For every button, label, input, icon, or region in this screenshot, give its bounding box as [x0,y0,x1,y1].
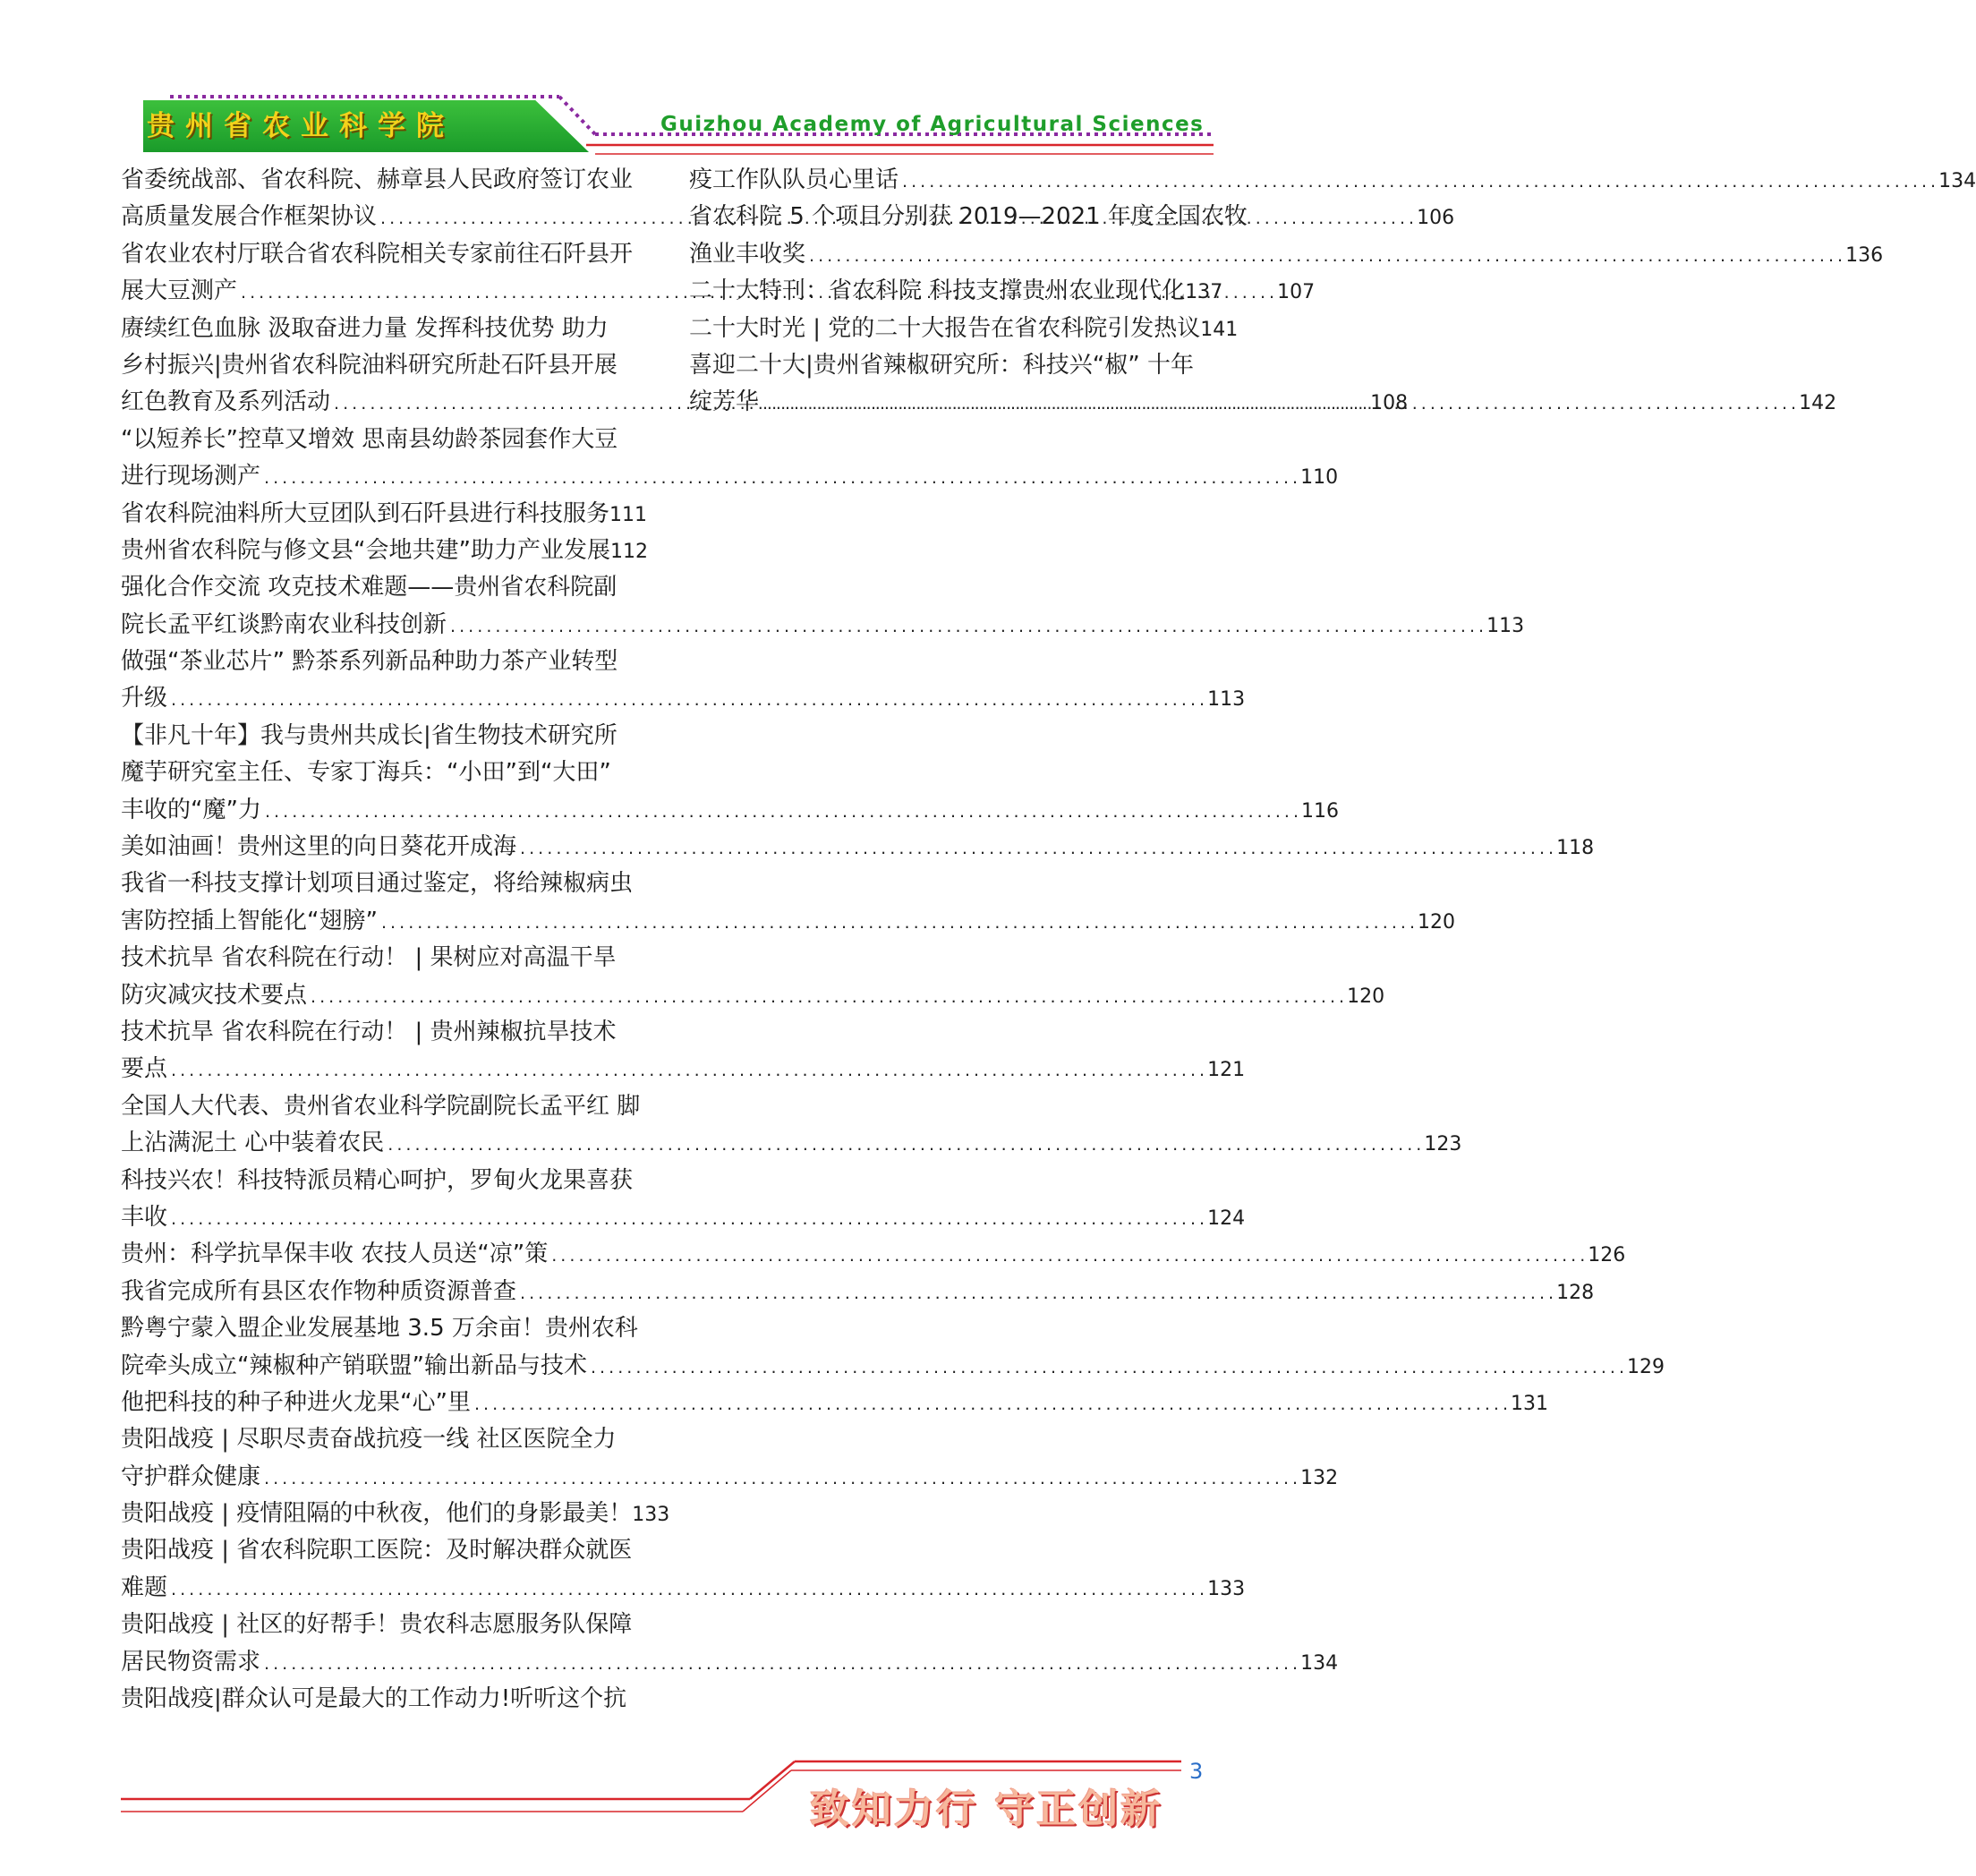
toc-line [121,1163,640,1199]
toc-line [121,1051,1246,1087]
toc-entry-text: 【非凡十年】我与贵州共成长|省生物技术研究所 [121,721,618,749]
toc-entry-text: 他把科技的种子种进火龙果“心”里 [121,1388,471,1416]
toc-page-number: 113 [1207,688,1246,712]
toc-page-number: 107 [1277,281,1316,304]
toc-entry-text: 二十大特刊：省农科院 科技支撑贵州农业现代化 [689,277,1186,305]
toc-page-number: 111 [609,503,648,526]
toc-entry-text: 科技兴农！科技特派员精心呵护，罗甸火龙果喜获 [121,1166,634,1194]
toc-entry-text: 贵州省农科院与修文县“会地共建”助力产业发展 [121,536,610,564]
toc-dot-leader [809,238,1842,275]
toc-line [121,718,640,755]
toc-dot-leader [520,831,1553,867]
toc-line [121,1014,640,1051]
toc-page-number: 128 [1556,1281,1595,1304]
footer-motto: 致知力行 守正创新 [810,1786,1163,1832]
toc-page-number: 136 [1845,243,1884,267]
toc-page-number: 141 [1200,318,1239,341]
toc-entry-text: 省农业农村厅联合省农科院相关专家前往石阡县开 [121,240,634,268]
toc-entry-text: 贵阳战疫|群众认可是最大的工作动力!听听这个抗 [121,1685,627,1713]
toc-line [121,1088,640,1125]
toc-line [689,236,1884,273]
toc-entry-text: 魔芋研究室主任、专家丁海兵：“小田”到“大田” [121,759,611,787]
toc-page-number: 116 [1301,799,1340,823]
toc-dot-leader [171,1053,1204,1089]
toc-entry-text: 防灾减灾技术要点 [121,981,308,1009]
toc-dot-leader [591,1350,1623,1386]
toc-entry-text: 绽芳华 [689,388,760,416]
toc-entry-text: 省委统战部、省农科院、赫章县人民政府签订农业 [121,166,634,193]
toc-line [689,347,1244,384]
toc-entry-text: 赓续红色血脉 汲取奋进力量 发挥科技优势 助力 [121,314,609,342]
toc-line [121,162,640,199]
toc-entry-text: 渔业丰收奖 [689,240,806,268]
toc-dot-leader [264,1461,1297,1497]
toc-line [121,940,640,976]
toc-line [689,273,1244,310]
toc-entry-text: 贵阳战疫 | 社区的好帮手！贵农科志愿服务队保障 [121,1611,633,1639]
toc-entry-text: 居民物资需求 [121,1648,261,1676]
toc-entry-text: 进行现场测产 [121,463,261,490]
toc-entry-text: 全国人大代表、贵州省农业科学院副院长孟平红 脚 [121,1092,641,1120]
toc-page-number: 137 [1185,281,1223,304]
toc-entry-text: 贵州：科学抗旱保丰收 农技人员送“凉”策 [121,1241,549,1268]
toc-entry-text: 贵阳战疫 | 省农科院职工医院：及时解决群众就医 [121,1537,633,1565]
toc-dot-leader [388,1127,1420,1164]
toc-page-number: 120 [1347,985,1385,1008]
toc-entry-text: 丰收的“魔”力 [121,796,261,823]
toc-line [121,977,1385,1014]
toc-entry-text: 疫工作队队员心里话 [689,166,899,193]
toc-page-number: 129 [1627,1355,1665,1378]
header-title-cn: 贵州省农业科学院 [147,110,455,142]
toc-line [121,1310,640,1347]
toc-page-number: 120 [1418,910,1456,934]
toc-entry-text: 省农科院 5 个项目分别获 2019—2021 年度全国农牧 [689,203,1248,231]
toc-page-number: 106 [1417,207,1455,230]
toc-line [121,1644,1339,1681]
toc-entry-text: 丰收 [121,1203,168,1231]
toc-page-number: 108 [1370,392,1409,415]
toc-entry-text: 黔粤宁蒙入盟企业发展基地 3.5 万余亩！贵州农科 [121,1315,638,1343]
toc-page-number: 134 [1938,170,1976,192]
toc-line [689,162,1976,199]
toc-line [121,829,1595,866]
toc-dot-leader [551,1238,1584,1275]
toc-dot-leader [265,794,1298,831]
toc-dot-leader [171,1572,1204,1608]
toc-line [121,1681,640,1718]
toc-line [121,1607,640,1643]
toc-line [121,866,640,902]
toc-page-number: 112 [609,540,648,563]
toc-dot-leader [264,460,1297,497]
toc-line [121,1385,1549,1421]
toc-line [121,569,640,606]
toc-line [121,1459,1339,1496]
toc-line [121,755,640,791]
toc-dot-leader [474,1386,1507,1423]
toc-entry-text: 喜迎二十大|贵州省辣椒研究所：科技兴“椒” 十年 [689,351,1194,379]
toc-line [121,644,640,680]
header-title-en: Guizhou Academy of Agricultural Sciences [660,113,1205,136]
toc-page-number: 126 [1588,1244,1626,1267]
toc-line [121,1570,1246,1607]
toc-page-number: 133 [1207,1577,1246,1600]
toc-entry-text: 技术抗旱 省农科院在行动！ | 贵州辣椒抗旱技术 [121,1018,617,1045]
toc-entry-text: 贵阳战疫 | 疫情阻隔的中秋夜，他们的身影最美！ [121,1500,633,1528]
toc-entry-text: 美如油画！贵州这里的向日葵花开成海 [121,833,517,861]
toc-line [689,199,1248,235]
toc-page-number: 142 [1799,392,1837,415]
page-header [0,0,1325,170]
toc-dot-leader [520,1275,1553,1312]
toc-line [689,311,1244,347]
toc-page-number: 131 [1511,1392,1549,1415]
toc-page-number: 118 [1556,837,1595,860]
toc-entry-text: 升级 [121,685,168,712]
toc-line [121,1199,1246,1236]
toc-dot-leader [311,979,1343,1016]
toc-entry-text: 高质量发展合作框架协议 [121,203,378,231]
toc-entry-text: “以短养长”控草又增效 思南县幼龄茶园套作大豆 [121,425,618,453]
toc-page-number: 113 [1486,614,1525,637]
toc-entry-text: 乡村振兴|贵州省农科院油料研究所赴石阡县开展 [121,351,618,379]
toc-line [121,1125,1462,1162]
toc-dot-leader [450,609,1483,645]
toc-page-number: 134 [1300,1651,1339,1675]
toc-line [121,903,1456,940]
toc-entry-text: 院长孟平红谈黔南农业科技创新 [121,610,447,638]
toc-entry-text: 我省一科技支撑计划项目通过鉴定，将给辣椒病虫 [121,870,634,898]
toc-entry-text: 要点 [121,1055,168,1083]
toc-entry-text: 我省完成所有县区农作物种质资源普查 [121,1277,517,1305]
toc-entry-text: 二十大时光 | 党的二十大报告在省农科院引发热议 [689,314,1201,342]
toc-line [121,1421,640,1458]
toc-entry-text: 上沾满泥土 心中装着农民 [121,1130,385,1157]
toc-line [121,1274,1595,1310]
toc-line [121,680,1246,717]
toc-page-number: 132 [1300,1466,1339,1489]
toc-line [121,1532,640,1569]
toc-line [121,458,1339,495]
toc-line [121,236,640,273]
toc-page-number: 133 [632,1504,670,1527]
toc-page-number: 110 [1300,466,1339,490]
toc-entry-text: 红色教育及系列活动 [121,388,331,416]
toc-entry-text: 强化合作交流 攻克技术难题——贵州省农科院副 [121,574,618,601]
toc-line [121,1496,670,1532]
toc-line [121,607,1525,644]
toc-entry-text: 难题 [121,1573,168,1601]
toc-entry-text: 守护群众健康 [121,1462,261,1490]
toc-dot-leader [762,386,1795,422]
toc-line [121,496,648,533]
toc-page-number: 124 [1207,1207,1246,1230]
toc-line [121,1236,1626,1273]
toc-entry-text: 省农科院油料所大豆团队到石阡县进行科技服务 [121,499,610,527]
toc-page-number: 123 [1424,1133,1462,1156]
toc-line [121,347,640,384]
toc-entry-text: 害防控插上智能化“翅膀” [121,907,378,934]
toc-page-number: 121 [1207,1059,1246,1082]
toc-dot-leader [264,1646,1297,1683]
toc-dot-leader [171,1201,1204,1238]
toc-entry-text: 院牵头成立“辣椒种产销联盟”输出新品与技术 [121,1352,587,1379]
toc-dot-leader [381,905,1414,942]
toc-line [121,311,640,347]
toc-entry-text: 展大豆测产 [121,277,238,305]
toc-entry-text: 贵阳战疫 | 尽职尽责奋战抗疫一线 社区医院全力 [121,1426,617,1454]
toc-line [121,792,1340,829]
toc-entry-text: 做强“茶业芯片” 黔茶系列新品种助力茶产业转型 [121,648,618,676]
page-number: 3 [1189,1759,1204,1784]
toc-dot-leader [171,682,1204,719]
toc-line [121,1348,1665,1385]
toc-line [121,422,640,458]
toc-line [121,533,648,569]
toc-dot-leader [902,164,1935,200]
toc-entry-text: 技术抗旱 省农科院在行动！ | 果树应对高温干旱 [121,944,617,972]
